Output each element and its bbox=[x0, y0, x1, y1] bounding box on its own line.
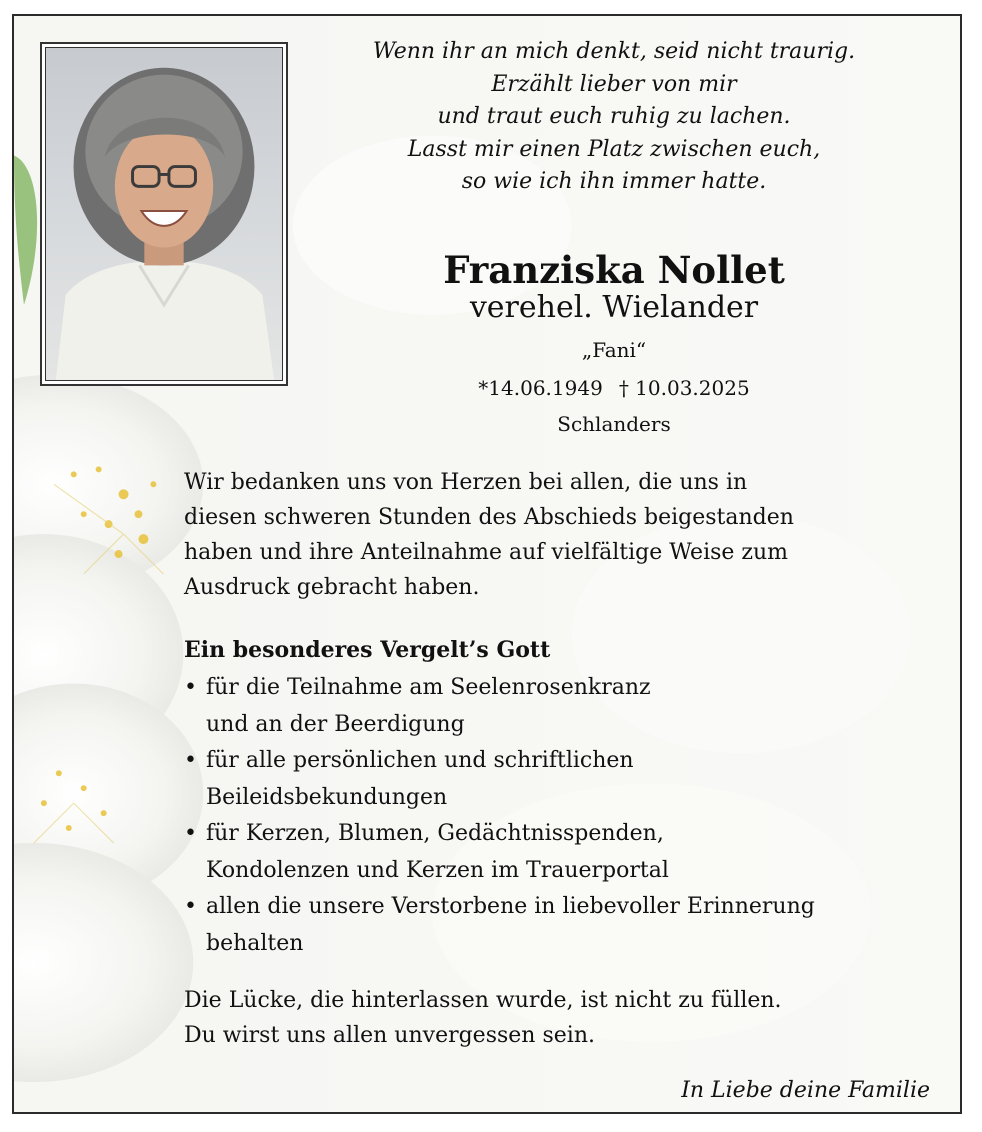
poem-line: und traut euch ruhig zu lachen. bbox=[437, 104, 791, 129]
list-item-line: Kondolenzen und Kerzen im Trauerportal bbox=[206, 857, 669, 883]
family-signature: In Liebe deine Familie bbox=[681, 1078, 930, 1103]
thanks-line: haben und ihre Anteilnahme auf vielfältige Weise zum bbox=[184, 540, 789, 565]
poem-line: Wenn ihr an mich denkt, seid nicht traurig. bbox=[372, 39, 856, 64]
list-item bbox=[184, 816, 954, 889]
nickname: „Fani“ bbox=[581, 338, 647, 362]
list-item bbox=[184, 743, 954, 816]
list-item bbox=[184, 889, 954, 962]
closing-paragraph bbox=[184, 983, 944, 1053]
closing-line: Die Lücke, die hinterlassen wurde, ist nicht zu füllen. bbox=[184, 988, 782, 1013]
death-date: † 10.03.2025 bbox=[618, 376, 750, 400]
vergelts-gott-list bbox=[184, 670, 954, 962]
list-item-line: behalten bbox=[206, 930, 304, 956]
list-item-line: • allen die unsere Verstorbene in liebevoller Erinnerung bbox=[206, 894, 815, 919]
list-item-line: • für Kerzen, Blumen, Gedächtnisspenden, bbox=[206, 821, 664, 846]
list-item-line: • für alle persönlichen und schriftlichen bbox=[206, 748, 634, 773]
list-item-line: • für die Teilnahme am Seelenrosenkranz bbox=[206, 675, 651, 700]
birth-date: *14.06.1949 bbox=[478, 376, 603, 400]
list-item-line: Beileidsbekundungen bbox=[206, 784, 448, 810]
obituary-card bbox=[12, 14, 962, 1114]
memorial-poem bbox=[314, 36, 914, 199]
thanks-line: Wir bedanken uns von Herzen bei allen, die uns in bbox=[184, 470, 748, 495]
vergelts-gott-heading: Ein besonderes Vergelt’s Gott bbox=[184, 637, 551, 663]
thanks-line: Ausdruck gebracht haben. bbox=[184, 575, 480, 600]
poem-line: so wie ich ihn immer hatte. bbox=[461, 169, 767, 194]
closing-line: Du wirst uns allen unvergessen sein. bbox=[184, 1023, 595, 1048]
thanks-line: diesen schweren Stunden des Abschieds beigestanden bbox=[184, 505, 794, 530]
married-name: verehel. Wielander bbox=[469, 290, 759, 325]
poem-line: Lasst mir einen Platz zwischen euch, bbox=[407, 136, 821, 162]
deceased-name: Franziska Nollet bbox=[443, 248, 785, 292]
portrait-frame bbox=[40, 42, 288, 386]
hometown: Schlanders bbox=[557, 412, 671, 436]
list-item bbox=[184, 670, 954, 743]
life-dates bbox=[314, 374, 914, 402]
thanks-paragraph bbox=[184, 465, 944, 605]
poem-line: Erzählt lieber von mir bbox=[491, 71, 737, 97]
portrait-photo bbox=[45, 47, 283, 381]
list-item-line: und an der Beerdigung bbox=[206, 711, 465, 737]
